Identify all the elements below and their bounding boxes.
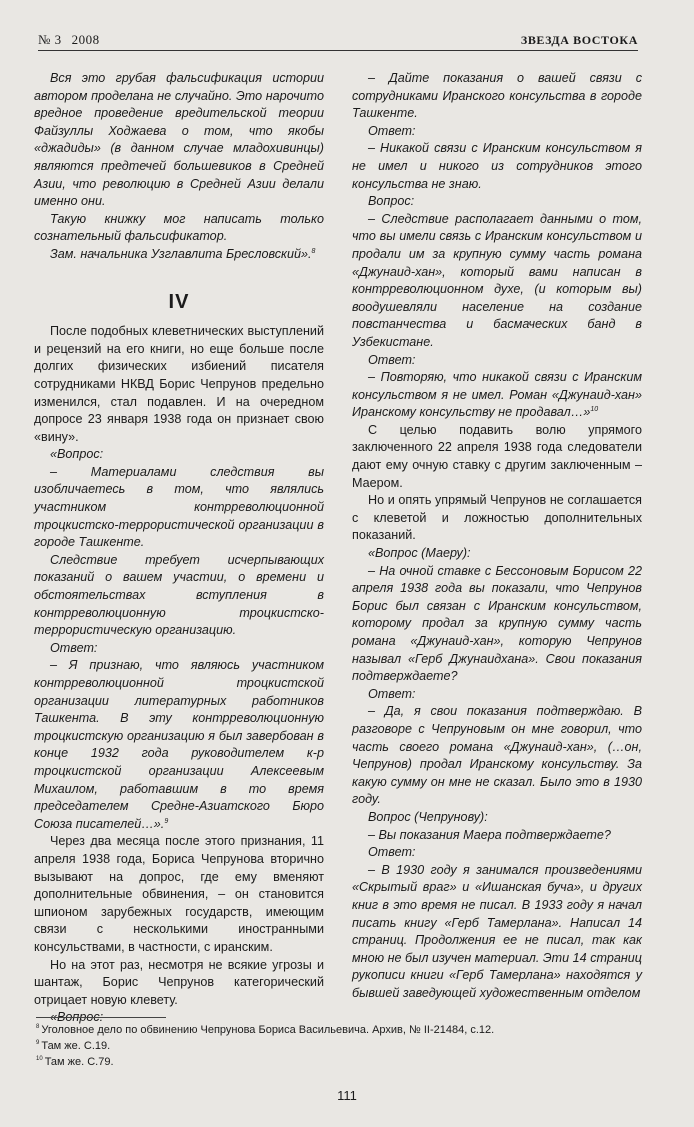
answer-label: Ответ:	[368, 845, 416, 860]
section-number: IV	[168, 290, 190, 313]
answer-label: Ответ:	[368, 352, 416, 367]
paragraph: – Материалами следствия вы изобличаетесь в том, что являлись участником контрреволюционной троцкистско-террористической организации в городе Ташкенте.	[34, 464, 324, 550]
issue-number: № 3	[38, 32, 62, 47]
paragraph: Через два месяца после этого признания, 11 апреля 1938 года, Бориса Чепрунова вторично вызывают на допрос, где ему вменяют дополнительные обвинения, – он становится шпионом зарубежных государств, имеющим связи с несколькими иностранными консульствами, в частности, с иранским.	[34, 834, 324, 954]
paragraph: – Вы показания Маера подтверждаете?	[368, 827, 611, 842]
answer-label: Ответ:	[368, 686, 416, 701]
footnote	[36, 1022, 656, 1038]
paragraph: Такую книжку мог написать только сознательный фальсификатор.	[34, 211, 324, 244]
answer-text: – Повторяю, что никакой связи с Иранским консульством я не имел. Роман «Джунаид-хан» Иранскому консульству не продавал…»	[352, 370, 642, 420]
paragraph: Но на этот раз, несмотря не всякие угрозы и шантаж, Борис Чепрунов категорический отрицает новую клевету.	[34, 957, 324, 1007]
paragraph: – В 1930 году я занимался произведениями «Скрытый враг» и «Ишанская буча», и других книг в это время не писал. В 1933 году я начал писать книгу «Герб Тамерлана». Написал 14 страниц. Продолжения ее не писал, так как мною не был изучен материал. Эти 14 страниц рукописи книги «Герб Тамерлана» находятся у бывшей заведующей художественным отделом	[352, 862, 642, 1000]
answer-label: Ответ:	[50, 640, 98, 655]
paragraph	[34, 246, 324, 264]
paragraph: Но и опять упрямый Чепрунов не соглашается с клеветой и ложностью дополнительных показаний.	[352, 493, 642, 543]
footnote	[36, 1054, 656, 1070]
paragraph	[352, 369, 642, 422]
question-label: Вопрос (Чепрунову):	[368, 809, 488, 824]
footnote-rule	[36, 1017, 166, 1018]
footnote-mark: 8	[36, 1024, 40, 1031]
paragraph: После подобных клеветнических выступлений и рецензий на его книги, но еще больше после долгих физических избиений писателя сотрудниками НКВД Борис Чепрунов предельно изменился, стал подавлен. И на очередном допросе 23 января 1938 года он признает свою «вину».	[34, 324, 324, 444]
signature-text: Зам. начальника Узглавлита Бресловский».	[50, 246, 312, 261]
question-label: «Вопрос:	[50, 447, 104, 462]
footnote-ref: 10	[590, 406, 599, 414]
question-label: «Вопрос (Маеру):	[368, 546, 471, 561]
answer-text: – Я признаю, что являюсь участником контрреволюционной троцкистской организации литературных работников Ташкента. В эту контрреволюционную троцкистскую организацию я был завербован в конце 1932 года руководителем к-р троцкистской организации Алексеевым Михаилом, работавшим в то время председателем Средне-Азиатского Бюро Союза писателей…».	[34, 658, 324, 831]
footnotes	[36, 1017, 656, 1070]
paragraph: – Да, я свои показания подтверждаю. В разговоре с Чепруновым он мне говорил, что часть своего романа «Джунаид-хан», (…он, Чепрунов) продал Иранскому консульству. За какую сумму он мне не сказал. Было это в 1930 году.	[352, 704, 642, 807]
page-number: 111	[337, 1088, 357, 1103]
right-column	[352, 70, 642, 1002]
paragraph: – Никакой связи с Иранским консульством я не имел и никого из сотрудников этого консульства не знаю.	[352, 141, 642, 191]
answer-label: Ответ:	[368, 123, 416, 138]
issue-year: 2008	[71, 32, 100, 47]
paragraph: С целью подавить волю упрямого заключенного 22 апреля 1938 года следователи дают ему очную ставку с другим заключенным – Маером.	[352, 422, 642, 490]
paragraph: Вся это грубая фальсификация истории автором проделана не случайно. Это нарочито вредное проведение вредительской теории Файзуллы Ходжаева о том, что якобы «джадиды» (в данном случае младохивинцы) являются предтечей большевиков в Средней Азии, что революцию в Средней Азии делали именно они.	[34, 71, 324, 209]
running-header	[38, 30, 638, 51]
footnote-text: Там же. С.79.	[44, 1056, 114, 1068]
footnote-mark: 10	[36, 1056, 43, 1063]
paragraph: – На очной ставке с Бессоновым Борисом 22 апреля 1938 года вы показали, что Чепрунов Борис был связан с Иранским консульством, которому продал за крупную сумму часть романа «Джунаид-хан», которую Чепрунов называл «Герб Джунаидхана». Свои показания подтверждаете?	[352, 563, 642, 684]
paragraph: – Дайте показания о вашей связи с сотрудниками Иранского консульства в городе Ташкенте.	[352, 71, 642, 121]
journal-title: ЗВЕЗДА ВОСТОКА	[520, 33, 638, 47]
issue-info	[38, 32, 100, 48]
footnote	[36, 1038, 656, 1054]
paragraph: – Следствие располагает данными о том, что вы имели связь с Иранским консульством и продали им за крупную сумму часть романа «Джунаид-хан», который вами написан в контрреволюционном духе, (и которым вы) воодушевляли население на создание повстанчества и басмаческих банд в Узбекистане.	[352, 211, 642, 349]
footnote-ref: 9	[164, 817, 169, 825]
question-label: «Вопрос:	[50, 1010, 104, 1025]
footnote-text: Уголовное дело по обвинению Чепрунова Бориса Васильевича. Архив, № II-21484, с.12.	[41, 1024, 495, 1036]
footnote-ref: 8	[311, 247, 316, 255]
left-column	[34, 70, 324, 1027]
footnote-text: Там же. С.19.	[41, 1040, 111, 1052]
footnote-mark: 9	[36, 1040, 40, 1047]
question-label: Вопрос:	[368, 194, 415, 209]
paragraph: Следствие требует исчерпывающих показаний о вашем участии, о времени и обстоятельствах вступления в контрреволюционную троцкистско-террористическую организацию.	[34, 552, 324, 638]
paragraph	[34, 657, 324, 833]
